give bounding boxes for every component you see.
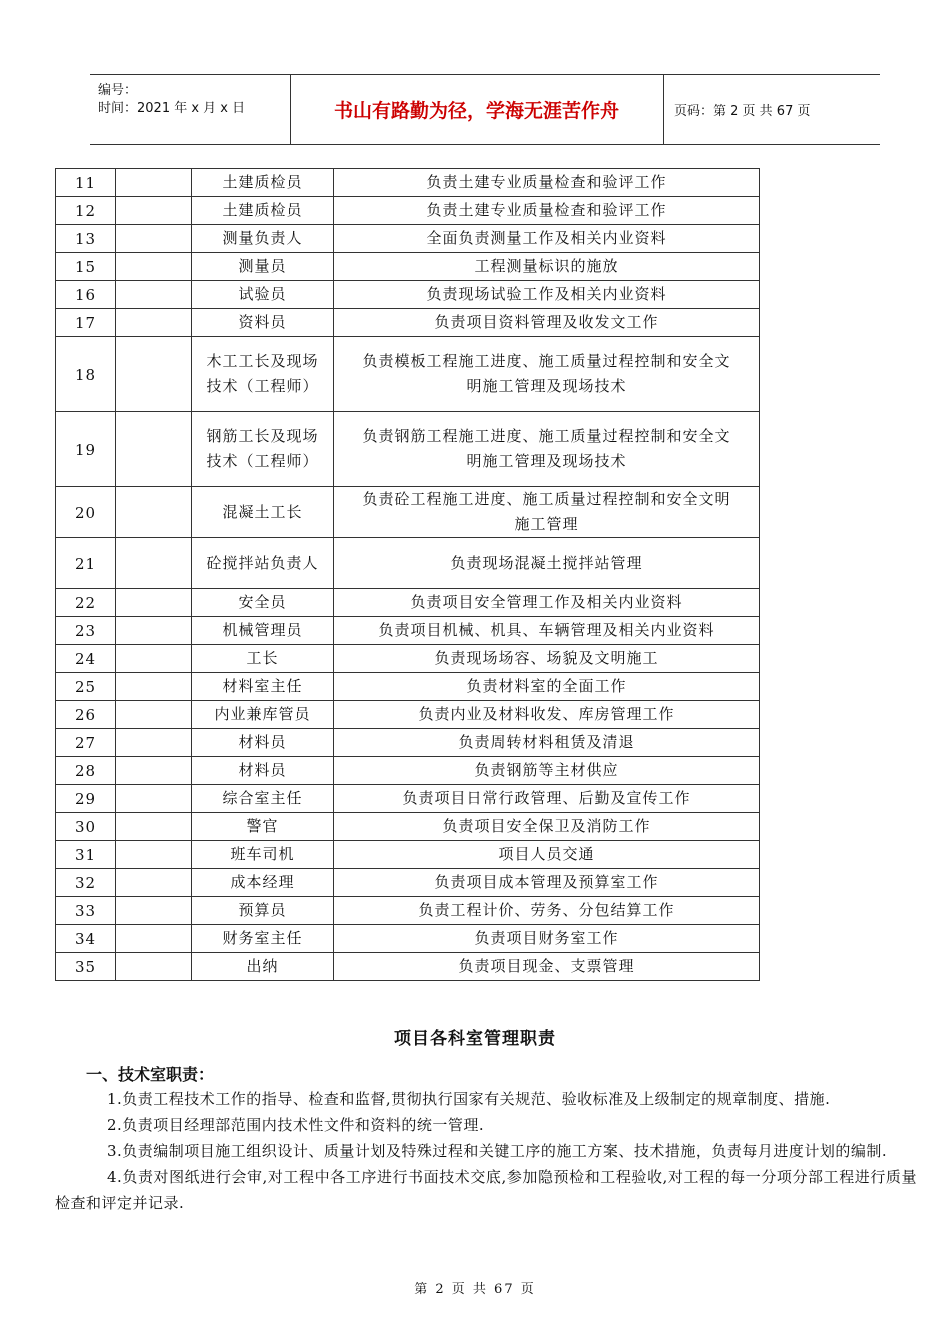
- name-cell: [116, 487, 192, 538]
- name-cell: [116, 225, 192, 253]
- row-number-cell: 17: [56, 309, 116, 337]
- role-cell: 内业兼库管员: [192, 701, 334, 729]
- table-row: [56, 645, 760, 673]
- table-row: [56, 757, 760, 785]
- row-number-cell: 30: [56, 813, 116, 841]
- name-cell: [116, 412, 192, 487]
- table-row: [56, 785, 760, 813]
- section-title: 项目各科室管理职责: [394, 1029, 556, 1049]
- role-cell: 砼搅拌站负责人: [192, 538, 334, 589]
- role-cell: 测量负责人: [192, 225, 334, 253]
- row-number-cell: 35: [56, 953, 116, 981]
- role-cell: 试验员: [192, 281, 334, 309]
- header-info-cell: [90, 75, 291, 144]
- table-row: [56, 538, 760, 589]
- role-cell: 资料员: [192, 309, 334, 337]
- role-cell: 机械管理员: [192, 617, 334, 645]
- name-cell: [116, 645, 192, 673]
- role-cell: 出纳: [192, 953, 334, 981]
- row-number-cell: 29: [56, 785, 116, 813]
- page-header: [90, 74, 880, 145]
- row-number-cell: 33: [56, 897, 116, 925]
- name-cell: [116, 281, 192, 309]
- name-cell: [116, 538, 192, 589]
- duty-cell: 负责现场混凝土搅拌站管理: [334, 538, 760, 589]
- duty-cell: 负责项目现金、支票管理: [334, 953, 760, 981]
- name-cell: [116, 169, 192, 197]
- duty-cell: 负责钢筋工程施工进度、施工质量过程控制和安全文明施工管理及现场技术: [334, 412, 760, 487]
- role-cell: 土建质检员: [192, 169, 334, 197]
- table-row: [56, 412, 760, 487]
- table-row: [56, 813, 760, 841]
- header-motto: 书山有路勤为径，学海无涯苦作舟: [290, 75, 664, 144]
- section-body: [55, 1086, 917, 1216]
- role-cell: 土建质检员: [192, 197, 334, 225]
- duty-cell: 项目人员交通: [334, 841, 760, 869]
- role-cell: 混凝土工长: [192, 487, 334, 538]
- duty-cell: 负责项目机械、机具、车辆管理及相关内业资料: [334, 617, 760, 645]
- table-row: [56, 729, 760, 757]
- role-cell: 材料室主任: [192, 673, 334, 701]
- duty-cell: 负责项目资料管理及收发文工作: [334, 309, 760, 337]
- duty-cell: 负责内业及材料收发、库房管理工作: [334, 701, 760, 729]
- duty-cell: 负责土建专业质量检查和验评工作: [334, 169, 760, 197]
- role-cell: 警官: [192, 813, 334, 841]
- staff-duty-table: [55, 168, 760, 981]
- table-row: [56, 897, 760, 925]
- name-cell: [116, 757, 192, 785]
- table-row: [56, 281, 760, 309]
- paragraph: 4.负责对图纸进行会审,对工程中各工序进行书面技术交底,参加隐预检和工程验收,对工程的每一分项分部工程进行质量检查和评定并记录.: [55, 1168, 917, 1212]
- row-number-cell: 32: [56, 869, 116, 897]
- paragraph: 2.负责项目经理部范围内技术性文件和资料的统一管理.: [107, 1116, 485, 1134]
- table-row: [56, 169, 760, 197]
- role-cell: 钢筋工长及现场技术（工程师）: [192, 412, 334, 487]
- time-label: 时间：2021 年 x 月 x 日: [98, 101, 246, 116]
- name-cell: [116, 897, 192, 925]
- table-row: [56, 337, 760, 412]
- row-number-cell: 25: [56, 673, 116, 701]
- table-row: [56, 309, 760, 337]
- duty-cell: 工程测量标识的施放: [334, 253, 760, 281]
- duty-cell: 负责工程计价、劳务、分包结算工作: [334, 897, 760, 925]
- duty-cell: 负责现场场容、场貌及文明施工: [334, 645, 760, 673]
- name-cell: [116, 253, 192, 281]
- duty-cell: 负责砼工程施工进度、施工质量过程控制和安全文明施工管理: [334, 487, 760, 538]
- table-row: [56, 253, 760, 281]
- role-cell: 材料员: [192, 729, 334, 757]
- section-subtitle: 一、技术室职责：: [86, 1065, 215, 1084]
- row-number-cell: 31: [56, 841, 116, 869]
- row-number-cell: 21: [56, 538, 116, 589]
- row-number-cell: 28: [56, 757, 116, 785]
- paragraph: 1.负责工程技术工作的指导、检查和监督,贯彻执行国家有关规范、验收标准及上级制定的规章制度、措施.: [107, 1090, 831, 1108]
- name-cell: [116, 337, 192, 412]
- header-page-label: 页码：第 2 页 共 67 页: [674, 104, 811, 119]
- duty-cell: 负责模板工程施工进度、施工质量过程控制和安全文明施工管理及现场技术: [334, 337, 760, 412]
- row-number-cell: 15: [56, 253, 116, 281]
- role-cell: 工长: [192, 645, 334, 673]
- duty-cell: 负责材料室的全面工作: [334, 673, 760, 701]
- duty-cell: 负责项目安全管理工作及相关内业资料: [334, 589, 760, 617]
- duty-cell: 负责项目财务室工作: [334, 925, 760, 953]
- table-row: [56, 617, 760, 645]
- row-number-cell: 27: [56, 729, 116, 757]
- row-number-cell: 11: [56, 169, 116, 197]
- row-number-cell: 23: [56, 617, 116, 645]
- duty-cell: 负责项目安全保卫及消防工作: [334, 813, 760, 841]
- row-number-cell: 19: [56, 412, 116, 487]
- duty-cell: 负责项目日常行政管理、后勤及宣传工作: [334, 785, 760, 813]
- table-row: [56, 225, 760, 253]
- duty-cell: 负责钢筋等主材供应: [334, 757, 760, 785]
- row-number-cell: 24: [56, 645, 116, 673]
- role-cell: 木工工长及现场技术（工程师）: [192, 337, 334, 412]
- row-number-cell: 22: [56, 589, 116, 617]
- name-cell: [116, 813, 192, 841]
- name-cell: [116, 197, 192, 225]
- role-cell: 安全员: [192, 589, 334, 617]
- footer-page-number: 第 2 页 共 67 页: [414, 1282, 536, 1297]
- role-cell: 班车司机: [192, 841, 334, 869]
- duty-cell: 负责项目成本管理及预算室工作: [334, 869, 760, 897]
- name-cell: [116, 785, 192, 813]
- table-row: [56, 673, 760, 701]
- name-cell: [116, 953, 192, 981]
- row-number-cell: 12: [56, 197, 116, 225]
- table-row: [56, 197, 760, 225]
- role-cell: 测量员: [192, 253, 334, 281]
- table-row: [56, 953, 760, 981]
- name-cell: [116, 869, 192, 897]
- role-cell: 综合室主任: [192, 785, 334, 813]
- row-number-cell: 18: [56, 337, 116, 412]
- paragraph: 3.负责编制项目施工组织设计、质量计划及特殊过程和关键工序的施工方案、技术措施，负责每月进度计划的编制.: [107, 1142, 888, 1160]
- number-label: 编号：: [98, 83, 138, 98]
- name-cell: [116, 729, 192, 757]
- table-row: [56, 487, 760, 538]
- table-row: [56, 841, 760, 869]
- table-row: [56, 589, 760, 617]
- table-row: [56, 701, 760, 729]
- name-cell: [116, 925, 192, 953]
- row-number-cell: 26: [56, 701, 116, 729]
- row-number-cell: 13: [56, 225, 116, 253]
- table-row: [56, 925, 760, 953]
- role-cell: 预算员: [192, 897, 334, 925]
- name-cell: [116, 617, 192, 645]
- table-row: [56, 869, 760, 897]
- duty-cell: 全面负责测量工作及相关内业资料: [334, 225, 760, 253]
- role-cell: 财务室主任: [192, 925, 334, 953]
- row-number-cell: 34: [56, 925, 116, 953]
- name-cell: [116, 673, 192, 701]
- duty-cell: 负责土建专业质量检查和验评工作: [334, 197, 760, 225]
- name-cell: [116, 841, 192, 869]
- name-cell: [116, 701, 192, 729]
- role-cell: 材料员: [192, 757, 334, 785]
- duty-cell: 负责周转材料租赁及清退: [334, 729, 760, 757]
- role-cell: 成本经理: [192, 869, 334, 897]
- name-cell: [116, 589, 192, 617]
- name-cell: [116, 309, 192, 337]
- duty-cell: 负责现场试验工作及相关内业资料: [334, 281, 760, 309]
- row-number-cell: 16: [56, 281, 116, 309]
- staff-table-body: [56, 169, 760, 981]
- row-number-cell: 20: [56, 487, 116, 538]
